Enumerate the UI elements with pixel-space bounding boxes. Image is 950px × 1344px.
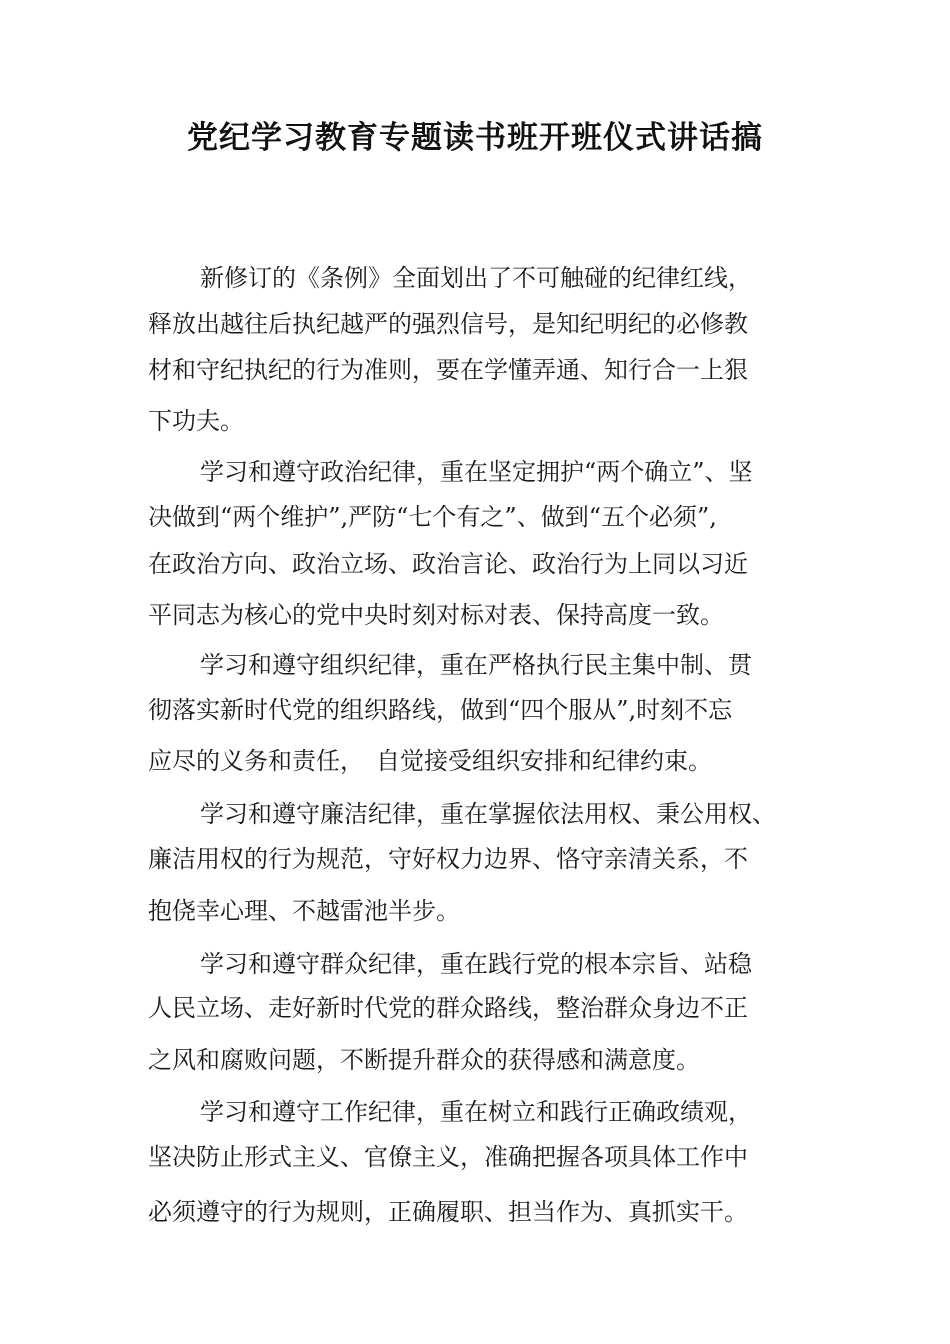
paragraph-line: 必须遵守的行为规则，正确履职、担当作为、真抓实干。 (148, 1198, 748, 1226)
paragraph-line: 决做到“两个维护”,严防“七个有之”、做到“五个必须”, (148, 503, 717, 531)
paragraph-line: 坚决防止形式主义、官僚主义，准确把握各项具体工作中 (148, 1143, 748, 1171)
paragraph-line: 材和守纪执纪的行为准则，要在学懂弄通、知行合一上狠 (148, 356, 748, 384)
paragraph-line: 在政治方向、政治立场、政治言论、政治行为上同以习近 (148, 550, 748, 578)
paragraph-line: 抱侥幸心理、不越雷池半步。 (148, 897, 460, 925)
paragraph-line: 新修订的《条例》全面划出了不可触碰的纪律红线， (200, 264, 752, 292)
paragraph-line: 学习和遵守工作纪律，重在树立和践行正确政绩观， (200, 1098, 752, 1126)
paragraph-line: 平同志为核心的党中央时刻对标对表、保持高度一致。 (148, 601, 724, 629)
paragraph-line: 学习和遵守廉洁纪律，重在掌握依法用权、秉公用权、 (200, 800, 776, 828)
paragraph-line: 学习和遵守组织纪律，重在严格执行民主集中制、贯 (200, 651, 752, 679)
paragraph-line: 彻落实新时代党的组织路线，做到“四个服从”,时刻不忘 (148, 696, 733, 724)
document-title: 党纪学习教育专题读书班开班仪式讲话搞 (187, 120, 763, 156)
paragraph-line: 释放出越往后执纪越严的强烈信号，是知纪明纪的必修教 (148, 310, 748, 338)
paragraph-line: 廉洁用权的行为规范，守好权力边界、恪守亲清关系，不 (148, 845, 748, 873)
paragraph-line: 学习和遵守政治纪律，重在坚定拥护“两个确立”、坚 (200, 458, 753, 486)
paragraph-line: 学习和遵守群众纪律，重在践行党的根本宗旨、站稳 (200, 950, 752, 978)
paragraph-line: 下功夫。 (148, 407, 244, 435)
paragraph-line: 之风和腐败问题，不断提升群众的获得感和满意度。 (148, 1046, 700, 1074)
paragraph-line: 人民立场、走好新时代党的群众路线，整治群众身边不正 (148, 994, 748, 1022)
paragraph-line: 应尽的义务和责任， 自觉接受组织安排和纪律约束。 (148, 747, 712, 775)
